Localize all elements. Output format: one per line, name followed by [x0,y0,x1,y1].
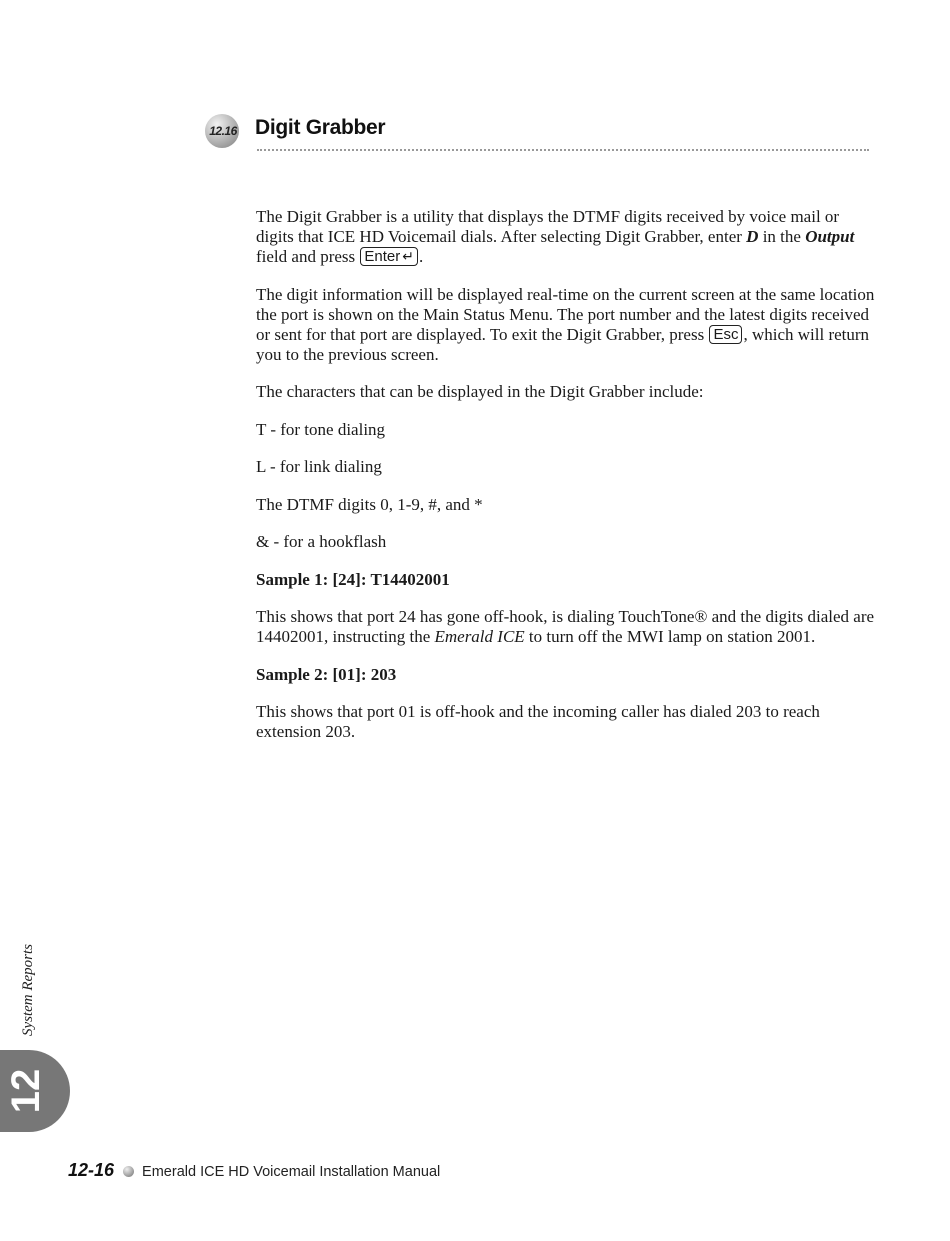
sample-1-heading: Sample 1: [24]: T14402001 [256,569,450,589]
char-item-link: L - for link dialing [256,457,382,476]
enter-key: Enter ↵ [360,247,418,266]
manual-title: Emerald ICE HD Voicemail Installation Manual [142,1163,441,1180]
char-item-dtmf: The DTMF digits 0, 1-9, #, and * [256,494,483,514]
sample-2-description: This shows that port 01 is off-hook and the incoming caller has dialed 203 to reach extension 203. [256,702,820,741]
esc-key: Esc [709,325,742,344]
characters-intro: The characters that can be displayed in the Digit Grabber include: [256,382,704,401]
chapter-number: 12 [3,1068,48,1114]
bullet-icon [123,1166,134,1177]
sample-2-heading: Sample 2: [01]: 203 [256,664,397,684]
section-number-badge [205,114,239,148]
sample-1-description: This shows that port 24 has gone off-hook, is dialing TouchTone® and the digits dialed are 14402001, instructing the Emerald ICE to turn off the MWI lamp on station 2001. [256,607,875,646]
output-field-name: Output [805,227,855,246]
product-name: Emerald ICE [434,627,525,646]
section-title: Digit Grabber [255,116,386,139]
page-footer [68,1160,440,1181]
section-number: 12.16 [209,124,237,138]
char-item-tone: T - for tone dialing [256,419,386,439]
page-number: 12-16 [68,1160,115,1180]
enter-arrow-icon: ↵ [402,248,414,264]
option-d: D [746,227,759,246]
chapter-name-label: System Reports [20,943,36,1037]
body-content [256,207,876,760]
char-item-hookflash: & - for a hookflash [256,532,387,551]
title-dotted-rule [257,149,869,151]
intro-paragraph: The Digit Grabber is a utility that displays the DTMF digits received by voice mail or digits that ICE HD Voicemail dials. After selecting Digit Grabber, enter D in the Output field and press Enter ↵ . [256,207,855,266]
display-paragraph: The digit information will be displayed real-time on the current screen at the same location the port is shown on the Main Status Menu. The port number and the latest digits received or sent for that port are displayed. To exit the Digit Grabber, press Esc , which will return you to the previous screen. [256,284,875,364]
